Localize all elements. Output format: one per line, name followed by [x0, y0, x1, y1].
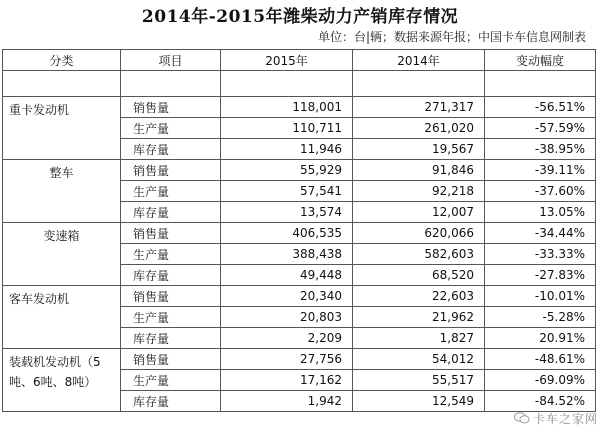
- value-2015-cell: 2,209: [221, 328, 353, 349]
- value-2015-cell: 388,438: [221, 244, 353, 265]
- change-cell: -38.95%: [485, 139, 596, 160]
- table-row: [3, 286, 596, 307]
- header-item: 项目: [121, 50, 221, 71]
- value-2014-cell: 620,066: [353, 223, 485, 244]
- item-cell: 销售量: [121, 349, 221, 370]
- change-cell: -39.11%: [485, 160, 596, 181]
- header-spacer-row: [3, 71, 596, 97]
- header-2015: 2015年: [221, 50, 353, 71]
- value-2015-cell: 17,162: [221, 370, 353, 391]
- item-cell: 生产量: [121, 118, 221, 139]
- category-cell: 重卡发动机: [3, 97, 121, 160]
- item-cell: 生产量: [121, 307, 221, 328]
- value-2014-cell: 1,827: [353, 328, 485, 349]
- value-2015-cell: 110,711: [221, 118, 353, 139]
- change-cell: -27.83%: [485, 265, 596, 286]
- table-row: [3, 223, 596, 244]
- value-2015-cell: 13,574: [221, 202, 353, 223]
- watermark-text: 卡车之家网: [532, 412, 598, 426]
- change-cell: -48.61%: [485, 349, 596, 370]
- change-cell: -5.28%: [485, 307, 596, 328]
- item-cell: 销售量: [121, 286, 221, 307]
- header-row: [3, 50, 596, 71]
- value-2015-cell: 118,001: [221, 97, 353, 118]
- header-2014: 2014年: [353, 50, 485, 71]
- value-2014-cell: 68,520: [353, 265, 485, 286]
- unit-note: 单位：台|辆；数据来源年报；中国卡车信息网制表: [317, 30, 586, 44]
- value-2015-cell: 20,340: [221, 286, 353, 307]
- item-cell: 库存量: [121, 265, 221, 286]
- value-2015-cell: 406,535: [221, 223, 353, 244]
- item-cell: 库存量: [121, 202, 221, 223]
- value-2014-cell: 22,603: [353, 286, 485, 307]
- category-cell: 客车发动机: [3, 286, 121, 349]
- category-cell: 变速箱: [3, 223, 121, 286]
- change-cell: -57.59%: [485, 118, 596, 139]
- value-2015-cell: 55,929: [221, 160, 353, 181]
- header-change: 变动幅度: [485, 50, 596, 71]
- value-2014-cell: 19,567: [353, 139, 485, 160]
- change-cell: -33.33%: [485, 244, 596, 265]
- item-cell: 销售量: [121, 223, 221, 244]
- value-2015-cell: 27,756: [221, 349, 353, 370]
- change-cell: 13.05%: [485, 202, 596, 223]
- value-2015-cell: 1,942: [221, 391, 353, 412]
- item-cell: 库存量: [121, 391, 221, 412]
- value-2014-cell: 55,517: [353, 370, 485, 391]
- table-body: [3, 97, 596, 412]
- value-2014-cell: 21,962: [353, 307, 485, 328]
- item-cell: 生产量: [121, 244, 221, 265]
- value-2014-cell: 54,012: [353, 349, 485, 370]
- category-cell: 装载机发动机（5吨、6吨、8吨）: [3, 349, 121, 412]
- table-row: [3, 160, 596, 181]
- value-2014-cell: 271,317: [353, 97, 485, 118]
- change-cell: -10.01%: [485, 286, 596, 307]
- value-2014-cell: 582,603: [353, 244, 485, 265]
- production-sales-table: [2, 49, 596, 412]
- wechat-icon: [514, 412, 530, 424]
- value-2014-cell: 12,549: [353, 391, 485, 412]
- change-cell: -69.09%: [485, 370, 596, 391]
- change-cell: -37.60%: [485, 181, 596, 202]
- item-cell: 销售量: [121, 97, 221, 118]
- value-2014-cell: 92,218: [353, 181, 485, 202]
- item-cell: 销售量: [121, 160, 221, 181]
- value-2014-cell: 12,007: [353, 202, 485, 223]
- change-cell: 20.91%: [485, 328, 596, 349]
- table-row: [3, 97, 596, 118]
- watermark: [514, 410, 598, 427]
- item-cell: 库存量: [121, 139, 221, 160]
- item-cell: 库存量: [121, 328, 221, 349]
- value-2014-cell: 261,020: [353, 118, 485, 139]
- value-2015-cell: 57,541: [221, 181, 353, 202]
- value-2014-cell: 91,846: [353, 160, 485, 181]
- item-cell: 生产量: [121, 181, 221, 202]
- change-cell: -84.52%: [485, 391, 596, 412]
- table-row: [3, 349, 596, 370]
- page-title: 2014年-2015年潍柴动力产销库存情况: [141, 7, 459, 27]
- header-category: 分类: [3, 50, 121, 71]
- value-2015-cell: 20,803: [221, 307, 353, 328]
- category-cell: 整车: [3, 160, 121, 223]
- value-2015-cell: 11,946: [221, 139, 353, 160]
- change-cell: -34.44%: [485, 223, 596, 244]
- value-2015-cell: 49,448: [221, 265, 353, 286]
- change-cell: -56.51%: [485, 97, 596, 118]
- item-cell: 生产量: [121, 370, 221, 391]
